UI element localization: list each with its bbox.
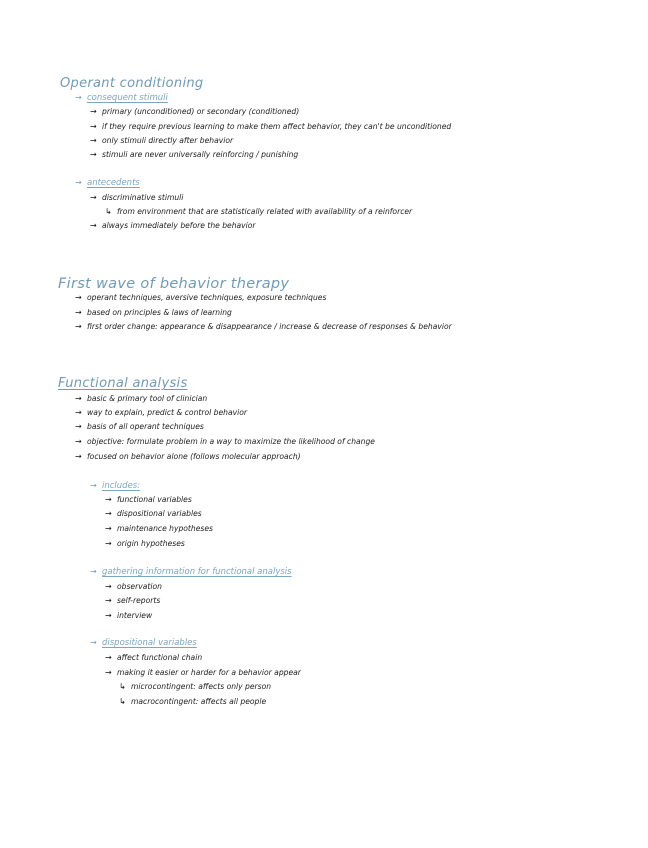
list-item: → observation (105, 582, 162, 591)
list-item: → operant techniques, aversive techniques, exposure techniques (75, 293, 327, 302)
list-item: → stimuli are never universally reinforcing / punishing (90, 150, 299, 159)
list-item: → affect functional chain (105, 653, 203, 662)
includes-heading: → includes: (90, 481, 141, 491)
functional-analysis-title: Functional analysis (58, 376, 188, 391)
hook-arrow-icon: ↳ (105, 207, 112, 216)
list-subitem: ↳ macrocontingent: affects all people (119, 697, 267, 706)
arrow-icon: → (105, 509, 112, 518)
antecedents-heading: → antecedents (75, 178, 140, 188)
list-item: → discriminative stimuli (90, 193, 184, 202)
hook-arrow-icon: ↳ (119, 682, 126, 691)
list-item: → self-reports (105, 596, 161, 605)
list-item: → basic & primary tool of clinician (75, 394, 208, 403)
arrow-icon: → (105, 611, 112, 620)
arrow-icon: → (75, 93, 82, 102)
arrow-icon: → (75, 408, 82, 417)
arrow-icon: → (75, 422, 82, 431)
list-item: → if they require previous learning to make them affect behavior, they can't be unconditioned (90, 122, 452, 131)
arrow-icon: → (105, 668, 112, 677)
dispositional-variables-heading: → dispositional variables (90, 638, 197, 648)
arrow-icon: → (75, 452, 82, 461)
list-item: → functional variables (105, 495, 192, 504)
list-item: → always immediately before the behavior (90, 221, 256, 230)
list-item: → origin hypotheses (105, 539, 185, 548)
list-item: → objective: formulate problem in a way to maximize the likelihood of change (75, 437, 375, 446)
gathering-info-heading: → gathering information for functional analysis (90, 567, 292, 577)
arrow-icon: → (90, 567, 97, 576)
arrow-icon: → (105, 524, 112, 533)
arrow-icon: → (90, 136, 97, 145)
arrow-icon: → (105, 596, 112, 605)
arrow-icon: → (75, 308, 82, 317)
arrow-icon: → (75, 293, 82, 302)
list-subitem: ↳ from environment that are statistically related with availability of a reinforcer (105, 207, 413, 216)
arrow-icon: → (75, 178, 82, 187)
list-item: → dispositional variables (105, 509, 202, 518)
arrow-icon: → (90, 107, 97, 116)
list-item: → only stimuli directly after behavior (90, 136, 234, 145)
list-item: → first order change: appearance & disappearance / increase & decrease of responses & behavior (75, 322, 452, 331)
arrow-icon: → (75, 322, 82, 331)
list-item: → basis of all operant techniques (75, 422, 204, 431)
operant-conditioning-title: Operant conditioning (60, 76, 204, 91)
arrow-icon: → (105, 495, 112, 504)
list-item: → based on principles & laws of learning (75, 308, 232, 317)
list-subitem: ↳ microcontingent: affects only person (119, 682, 272, 691)
list-item: → focused on behavior alone (follows molecular approach) (75, 452, 301, 461)
arrow-icon: → (90, 150, 97, 159)
consequent-stimuli-heading: → consequent stimuli (75, 93, 168, 103)
arrow-icon: → (105, 582, 112, 591)
arrow-icon: → (75, 394, 82, 403)
arrow-icon: → (90, 481, 97, 490)
list-item: → maintenance hypotheses (105, 524, 213, 533)
arrow-icon: → (90, 193, 97, 202)
arrow-icon: → (90, 122, 97, 131)
arrow-icon: → (90, 221, 97, 230)
hook-arrow-icon: ↳ (119, 697, 126, 706)
list-item: → primary (unconditioned) or secondary (conditioned) (90, 107, 300, 116)
arrow-icon: → (90, 638, 97, 647)
arrow-icon: → (105, 539, 112, 548)
first-wave-title: First wave of behavior therapy (58, 276, 290, 292)
list-item: → interview (105, 611, 153, 620)
list-item: → way to explain, predict & control behavior (75, 408, 247, 417)
arrow-icon: → (105, 653, 112, 662)
list-item: → making it easier or harder for a behavior appear (105, 668, 301, 677)
arrow-icon: → (75, 437, 82, 446)
